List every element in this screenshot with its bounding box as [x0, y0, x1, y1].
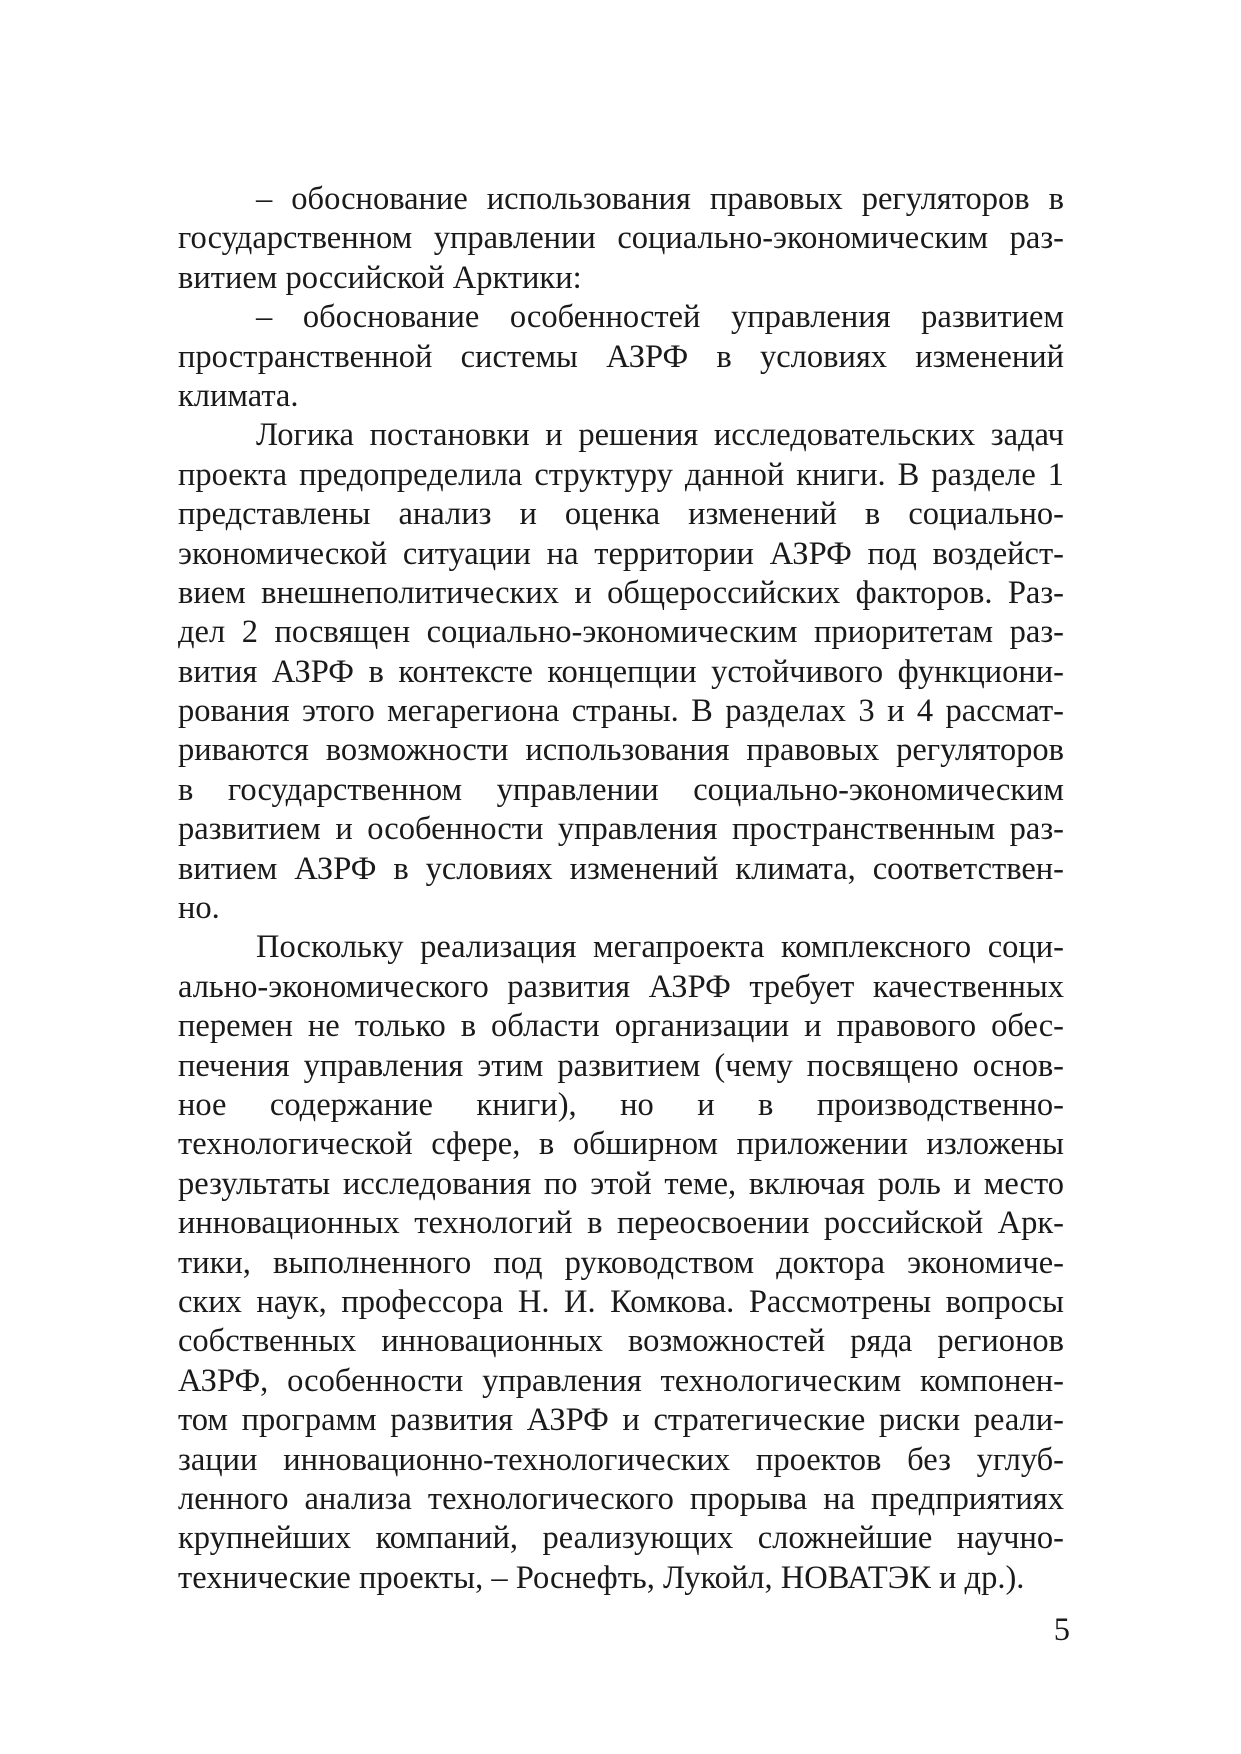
page-body — [178, 180, 1064, 1598]
text-line: технологической сфере, в обширном приложении изложены — [178, 1126, 1064, 1163]
text-line: зации инновационно-технологических проектов без углуб- — [178, 1441, 1064, 1478]
text-line: ально-экономического развития АЗРФ требует качественных — [178, 968, 1064, 1005]
paragraph-4 — [178, 928, 1064, 1598]
text-line: в государственном управлении социально-экономическим — [178, 771, 1064, 808]
text-line: – обоснование особенностей управления развитием — [256, 299, 1064, 336]
text-line: ленного анализа технологического прорыва на предприятиях — [178, 1480, 1064, 1517]
text-line: представлены анализ и оценка изменений в социально- — [178, 496, 1064, 533]
text-line: Логика постановки и решения исследовательских задач — [256, 417, 1064, 454]
text-line: витием АЗРФ в условиях изменений климата, соответствен- — [178, 850, 1064, 887]
text-line: вием внешнеполитических и общероссийских факторов. Раз- — [178, 574, 1064, 611]
text-line: риваются возможности использования правовых регуляторов — [178, 732, 1064, 769]
text-line: витием российской Арктики: — [178, 259, 582, 296]
text-line: технические проекты, – Роснефть, Лукойл, НОВАТЭК и др.). — [178, 1559, 1025, 1596]
paragraph-3 — [178, 416, 1064, 928]
text-line: пространственной системы АЗРФ в условиях изменений — [178, 338, 1064, 375]
page-number: 5 — [1053, 1612, 1070, 1648]
text-line: тики, выполненного под руководством доктора экономиче- — [178, 1244, 1064, 1281]
text-line: – обоснование использования правовых регуляторов в — [256, 181, 1064, 217]
text-line: результаты исследования по этой теме, включая роль и место — [178, 1165, 1064, 1202]
text-line: ских наук, профессора Н. И. Комкова. Рассмотрены вопросы — [178, 1283, 1064, 1320]
text-line: ное содержание книги), но и в производственно- — [178, 1086, 1064, 1123]
text-line: экономической ситуации на территории АЗРФ под воздейст- — [178, 535, 1064, 572]
text-line: рования этого мегарегиона страны. В разделах 3 и 4 рассмат- — [178, 693, 1064, 730]
text-line: развитием и особенности управления пространственным раз- — [178, 811, 1064, 848]
text-line: но. — [178, 890, 220, 927]
text-line: печения управления этим развитием (чему посвящено основ- — [178, 1047, 1064, 1084]
paragraph-1 — [178, 180, 1064, 298]
paragraph-2 — [178, 298, 1064, 416]
text-line: проекта предопределила структуру данной книги. В разделе 1 — [178, 456, 1064, 493]
text-line: перемен не только в области организации и правового обес- — [178, 1008, 1064, 1045]
text-line: крупнейших компаний, реализующих сложнейшие научно- — [178, 1520, 1064, 1557]
text-line: том программ развития АЗРФ и стратегические риски реали- — [178, 1402, 1064, 1439]
text-line: АЗРФ, особенности управления технологическим компонен- — [178, 1362, 1064, 1399]
text-line: инновационных технологий в переосвоении российской Арк- — [178, 1205, 1064, 1242]
text-line: Поскольку реализация мегапроекта комплексного соци- — [256, 929, 1064, 966]
text-line: климата. — [178, 377, 299, 414]
text-line: вития АЗРФ в контексте концепции устойчивого функциони- — [178, 653, 1064, 690]
text-line: государственном управлении социально-экономическим раз- — [178, 220, 1064, 257]
text-line: собственных инновационных возможностей ряда регионов — [178, 1323, 1064, 1360]
text-line: дел 2 посвящен социально-экономическим приоритетам раз- — [178, 614, 1064, 651]
